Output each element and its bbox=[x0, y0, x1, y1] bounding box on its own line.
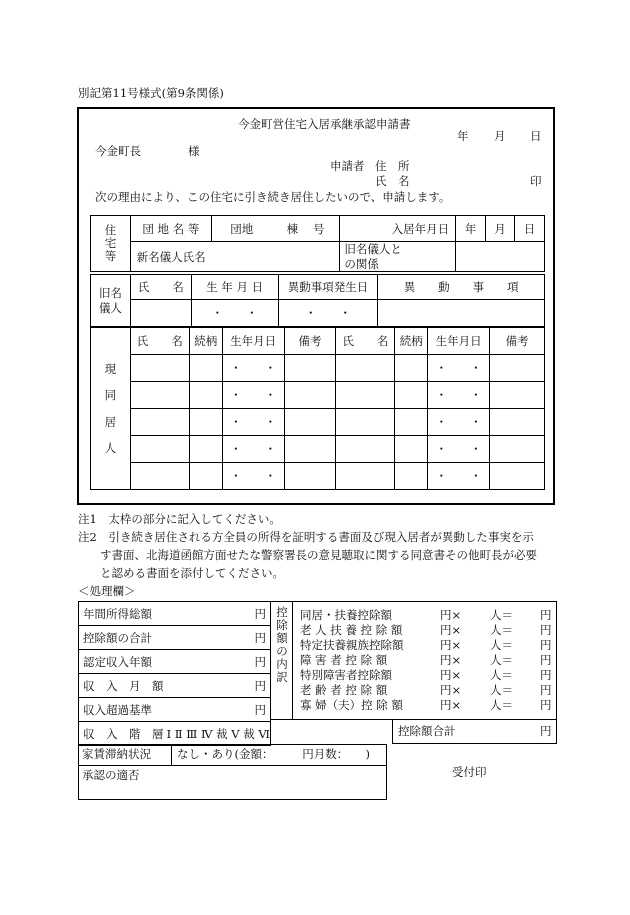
annual-income-label: 年間所得総額 bbox=[79, 602, 167, 626]
form-id: 別記第11号様式(第9条関係) bbox=[78, 86, 224, 100]
rent-value: なし・あり(金額： 円月数： ) bbox=[177, 747, 370, 761]
former-event-date-value[interactable]: ・ ・ bbox=[278, 300, 378, 327]
rent-label: 家賃滞納状況 bbox=[82, 747, 151, 761]
deduction-total-unit: 円 bbox=[540, 724, 552, 738]
cohab-header-name-1: 氏 名 bbox=[130, 328, 189, 355]
seal-mark: 印 bbox=[530, 174, 542, 188]
dob-cell[interactable]: ・ ・ bbox=[222, 463, 284, 490]
complex-value-b: 棟 bbox=[253, 216, 298, 242]
former-holder-table bbox=[90, 274, 545, 327]
list-item: 障 害 者 控 除 額 円× 人＝ 円 bbox=[300, 653, 552, 667]
income-class-value: Ⅰ Ⅱ Ⅲ Ⅳ 裁 Ⅴ 裁 Ⅵ bbox=[167, 722, 271, 746]
dob-cell[interactable]: ・ ・ bbox=[428, 382, 490, 409]
form-title: 今金町営住宅入居承継承認申請書 bbox=[238, 117, 411, 131]
list-item: 同居・扶養控除額 円× 人＝ 円 bbox=[300, 608, 552, 622]
date-month: 月 bbox=[494, 129, 506, 143]
deduction-sum-unit: 円 bbox=[167, 626, 271, 650]
cohabitants-table bbox=[90, 327, 545, 490]
cohab-header-relation-2: 続柄 bbox=[395, 328, 428, 355]
dob-cell[interactable]: ・ ・ bbox=[428, 409, 490, 436]
former-change-label: 異 動 事 項 bbox=[378, 275, 545, 300]
recognized-income-label: 認定収入年額 bbox=[79, 650, 167, 674]
deduction-sum-label: 控除額の合計 bbox=[79, 626, 167, 650]
deduction-list bbox=[300, 607, 552, 712]
list-item: 特別障害者控除額 円× 人＝ 円 bbox=[300, 668, 552, 682]
rent-label-divider bbox=[171, 744, 172, 766]
date-day: 日 bbox=[530, 129, 542, 143]
dob-cell[interactable]: ・ ・ bbox=[222, 355, 284, 382]
recognized-income-unit: 円 bbox=[167, 650, 271, 674]
income-excess-label: 収入超過基準 bbox=[79, 698, 167, 722]
complex-value-c: 号 bbox=[298, 216, 340, 242]
relation-value[interactable] bbox=[456, 242, 545, 272]
cohab-header-relation-1: 続柄 bbox=[189, 328, 222, 355]
movein-month: 月 bbox=[486, 216, 515, 242]
cohab-header-dob-2: 生年月日 bbox=[428, 328, 490, 355]
monthly-income-label: 収 入 月 額 bbox=[79, 674, 167, 698]
dob-cell[interactable]: ・ ・ bbox=[428, 436, 490, 463]
note-1: 注1 太枠の部分に記入してください。 bbox=[78, 512, 281, 526]
dob-cell[interactable]: ・ ・ bbox=[222, 382, 284, 409]
movein-day: 日 bbox=[515, 216, 545, 242]
approval-label: 承認の適否 bbox=[82, 768, 140, 782]
cohab-header-dob-1: 生年月日 bbox=[222, 328, 284, 355]
income-class-label: 収 入 階 層 bbox=[79, 722, 167, 746]
former-section-label: 旧名 儀人 bbox=[91, 275, 131, 327]
cohab-section-label: 現 同 居 人 bbox=[91, 328, 131, 490]
movein-label: 入居年月日 bbox=[340, 216, 456, 242]
deduction-title: 控 除 額 の 内 訳 bbox=[276, 605, 288, 684]
former-change-value[interactable] bbox=[378, 300, 545, 327]
cohab-header-name-2: 氏 名 bbox=[336, 328, 395, 355]
intro-text: 次の理由により、この住宅に引き続き居住したいので、申請します。 bbox=[95, 190, 451, 204]
processing-left-table bbox=[78, 601, 271, 746]
table-row bbox=[91, 355, 545, 382]
relation-label: 旧名儀人と の関係 bbox=[340, 242, 456, 272]
complex-value-a: 団地 bbox=[211, 216, 253, 242]
former-dob-value[interactable]: ・ ・ bbox=[191, 300, 278, 327]
date-year: 年 bbox=[457, 129, 469, 143]
table-row bbox=[91, 409, 545, 436]
applicant-label: 申請者 bbox=[330, 159, 365, 173]
former-name-label: 氏 名 bbox=[130, 275, 191, 300]
list-item: 寡 婦（夫）控 除 額 円× 人＝ 円 bbox=[300, 698, 552, 712]
former-event-date-label: 異動事項発生日 bbox=[278, 275, 378, 300]
monthly-income-unit: 円 bbox=[167, 674, 271, 698]
dob-cell[interactable]: ・ ・ bbox=[222, 436, 284, 463]
housing-section-label: 住 宅 等 bbox=[91, 216, 131, 272]
list-item: 特定扶養親族控除額 円× 人＝ 円 bbox=[300, 638, 552, 652]
former-dob-label: 生 年 月 日 bbox=[191, 275, 278, 300]
applicant-name: 氏 名 bbox=[375, 174, 410, 188]
annual-income-unit: 円 bbox=[167, 602, 271, 626]
cohab-header-remarks-1: 備考 bbox=[284, 328, 336, 355]
list-item: 老 齢 者 控 除 額 円× 人＝ 円 bbox=[300, 683, 552, 697]
addressee-honorific: 様 bbox=[188, 144, 200, 158]
income-excess-unit: 円 bbox=[167, 698, 271, 722]
table-row bbox=[91, 382, 545, 409]
table-row bbox=[91, 436, 545, 463]
reception-stamp-label: 受付印 bbox=[452, 765, 487, 779]
former-name-value[interactable] bbox=[130, 300, 191, 327]
dob-cell[interactable]: ・ ・ bbox=[428, 355, 490, 382]
deduction-total-label: 控除額合計 bbox=[398, 724, 456, 738]
new-holder-label: 新名儀人氏名 bbox=[130, 242, 211, 272]
applicant-address: 住 所 bbox=[375, 159, 410, 173]
processing-heading: ＜処理欄＞ bbox=[78, 584, 136, 598]
dob-cell[interactable]: ・ ・ bbox=[222, 409, 284, 436]
movein-year: 年 bbox=[456, 216, 486, 242]
note-2: 注2 引き続き居住される方全員の所得を証明する書面及び現入居者が異動した事実を示 す書面、北海道函館方面せたな警察署長の意見聴取に関する同意書その他町長が必要 と認める書面を添付してください。 bbox=[78, 530, 537, 580]
dob-cell[interactable]: ・ ・ bbox=[428, 463, 490, 490]
table-row bbox=[91, 463, 545, 490]
new-holder-value[interactable] bbox=[211, 242, 340, 272]
list-item: 老 人 扶 養 控 除 額 円× 人＝ 円 bbox=[300, 623, 552, 637]
cohab-header-remarks-2: 備考 bbox=[490, 328, 545, 355]
housing-table bbox=[90, 215, 545, 272]
addressee-name: 今金町長 bbox=[95, 144, 141, 158]
complex-name-label: 団 地 名 等 bbox=[130, 216, 211, 242]
